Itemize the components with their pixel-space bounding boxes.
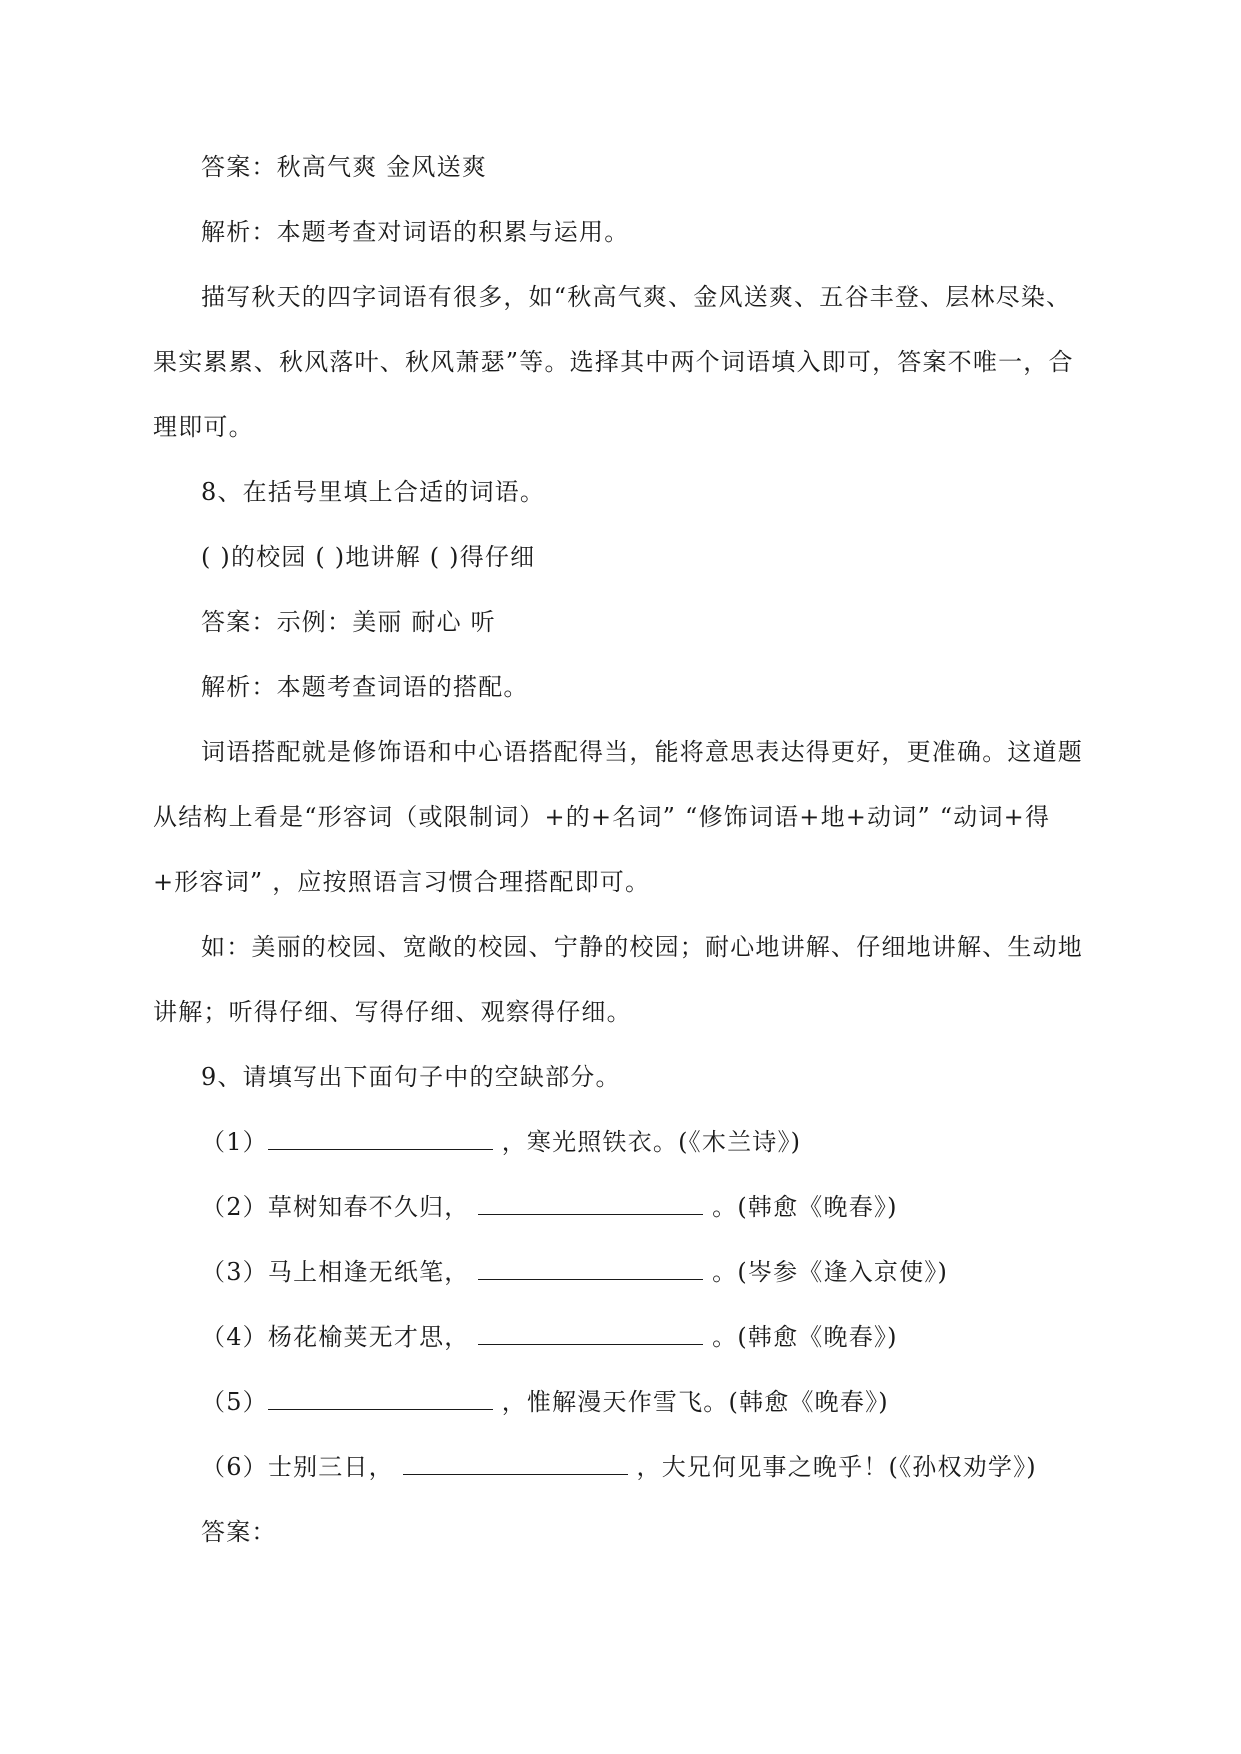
fill-blank — [478, 1259, 703, 1280]
question-9-item-6 — [153, 1435, 1095, 1500]
analysis-text-7: 描写秋天的四字词语有很多，如“秋高气爽、金风送爽、五谷丰登、层林尽染、果实累累、秋风落叶、秋风萧瑟”等。选择其中两个词语填入即可，答案不唯一，合理即可。 — [153, 283, 1074, 441]
fill-blank — [478, 1194, 703, 1215]
item-text: ，惟解漫天作雪飞。(韩愈《晚春》) — [492, 1388, 889, 1416]
question-9-item-3 — [153, 1240, 1095, 1305]
item-number: （5） — [201, 1388, 268, 1416]
answer-paragraph-8: 答案：示例：美丽 耐心 听 — [201, 608, 496, 636]
item-text: （6）士别三日， — [201, 1453, 403, 1481]
fill-blank — [403, 1454, 628, 1475]
question-8: 8、在括号里填上合适的词语。 — [201, 478, 546, 506]
question-9-item-4 — [153, 1305, 1095, 1370]
answer-paragraph-9: 答案： — [201, 1518, 277, 1546]
answer-paragraph-7: 答案：秋高气爽 金风送爽 — [201, 153, 488, 181]
question-9-item-5 — [153, 1370, 1095, 1435]
item-text: 。(韩愈《晚春》) — [703, 1193, 898, 1221]
item-text: ，寒光照铁衣。(《木兰诗》) — [492, 1128, 802, 1156]
item-text: 。(韩愈《晚春》) — [703, 1323, 898, 1351]
analysis-heading-7: 解析：本题考查对词语的积累与运用。 — [201, 218, 630, 246]
item-text: （3）马上相逢无纸笔， — [201, 1258, 479, 1286]
fill-blank — [478, 1324, 703, 1345]
item-text: （2）草树知春不久归， — [201, 1193, 479, 1221]
question-8-blanks: ( )的校园 ( )地讲解 ( )得仔细 — [201, 543, 536, 571]
question-9: 9、请填写出下面句子中的空缺部分。 — [201, 1063, 621, 1091]
item-text: （4）杨花榆荚无才思， — [201, 1323, 479, 1351]
question-9-item-1 — [153, 1110, 1095, 1175]
item-text: 。(岑参《逢入京使》) — [703, 1258, 949, 1286]
fill-blank — [268, 1129, 493, 1150]
item-number: （1） — [201, 1128, 268, 1156]
analysis-heading-8: 解析：本题考查词语的搭配。 — [201, 673, 529, 701]
analysis-text-8: 词语搭配就是修饰语和中心语搭配得当，能将意思表达得更好，更准确。这道题从结构上看是“形容词（或限制词）+的+名词” “修饰词语+地+动词” “动词+得+形容词” ，应按照语言习惯合理搭配即可。 — [153, 738, 1083, 896]
question-9-item-2 — [153, 1175, 1095, 1240]
item-text: ，大兄何见事之晚乎！(《孙权劝学》) — [627, 1453, 1037, 1481]
document-body — [153, 135, 1095, 1565]
analysis-examples-8: 如：美丽的校园、宽敞的校园、宁静的校园；耐心地讲解、仔细地讲解、生动地讲解；听得仔细、写得仔细、观察得仔细。 — [153, 933, 1083, 1026]
fill-blank — [268, 1389, 493, 1410]
